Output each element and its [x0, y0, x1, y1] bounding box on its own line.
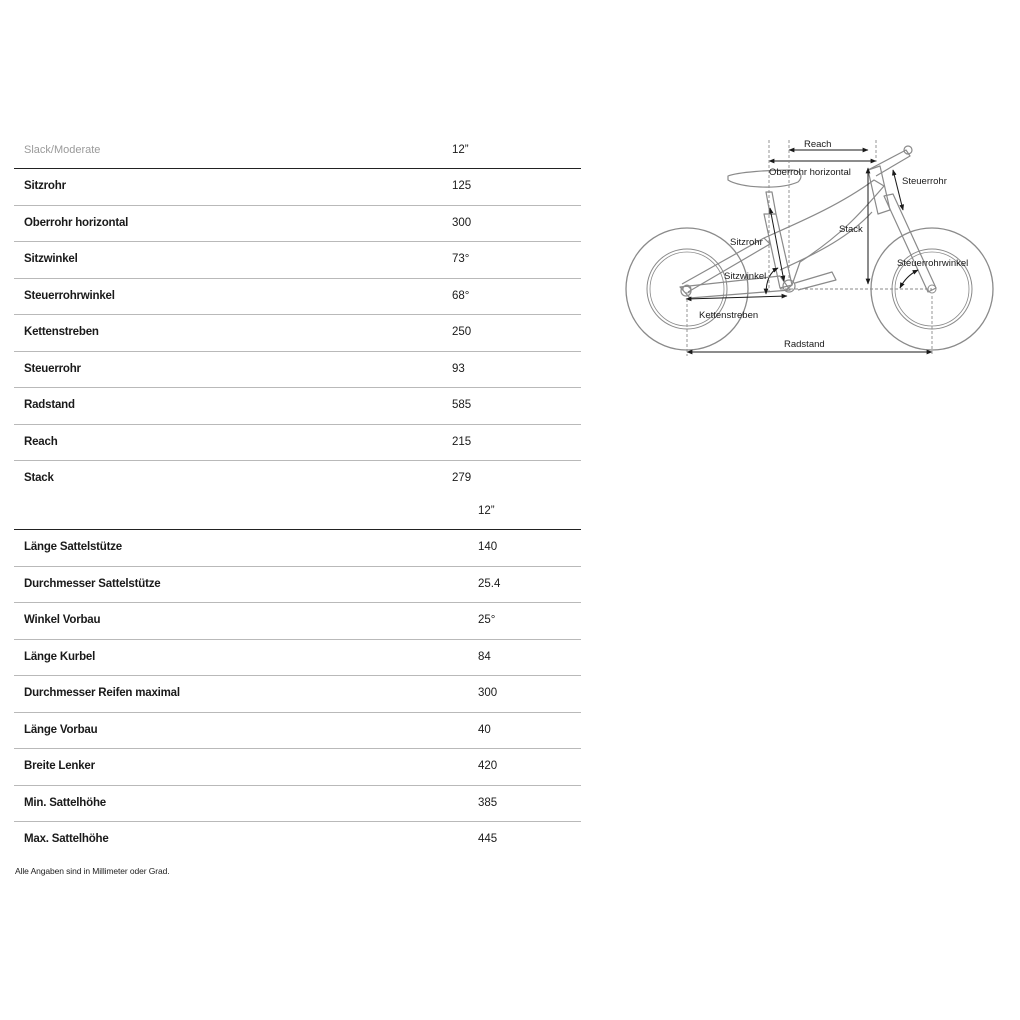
bike-geometry-svg: [620, 130, 1000, 370]
table-row: [14, 603, 581, 640]
row-label: Reach: [24, 435, 58, 448]
table-row: [14, 640, 581, 677]
row-label: Sitzwinkel: [24, 253, 78, 265]
row-value: 250: [452, 326, 472, 338]
row-label: Winkel Vorbau: [24, 614, 101, 626]
row-value: 385: [478, 796, 498, 809]
table-row: [14, 169, 581, 206]
row-value: 215: [452, 435, 472, 448]
row-label: Stack: [24, 472, 54, 484]
row-value: 68°: [452, 289, 470, 302]
label-head-angle: Steuerrohrwinkel: [897, 258, 969, 269]
table-row: [14, 242, 581, 279]
row-label: Min. Sattelhöhe: [24, 796, 106, 809]
row-value: 25°: [478, 614, 496, 626]
label-stack: Stack: [839, 224, 863, 235]
row-value: 279: [452, 472, 472, 484]
row-value: 585: [452, 399, 472, 411]
row-label: Sitzrohr: [24, 180, 66, 192]
component-table: [14, 501, 581, 858]
label-seat-angle: Sitzwinkel: [724, 271, 767, 282]
row-value: 125: [452, 180, 472, 192]
label-reach: Reach: [804, 139, 832, 150]
table-row: [14, 530, 581, 567]
component-size-header: 12”: [478, 505, 495, 517]
table-row: [14, 786, 581, 823]
row-label: Durchmesser Sattelstütze: [24, 577, 161, 590]
row-value: 300: [478, 687, 498, 699]
label-top-tube: Oberrohr horizontal: [769, 167, 851, 178]
label-seat-tube: Sitzrohr: [730, 237, 763, 248]
table-row: [14, 352, 581, 389]
geometry-table: [14, 140, 581, 497]
label-wheelbase: Radstand: [784, 339, 825, 350]
row-label: Kettenstreben: [24, 326, 99, 338]
row-value: 445: [478, 833, 498, 845]
row-value: 300: [452, 216, 472, 229]
table-row: [14, 822, 581, 858]
table-row: [14, 315, 581, 352]
row-value: 73°: [452, 253, 470, 265]
table-row: [14, 206, 581, 243]
row-label: Länge Sattelstütze: [24, 541, 123, 553]
row-value: 84: [478, 650, 491, 663]
table-row: [14, 713, 581, 750]
table-row: [14, 461, 581, 497]
row-value: 25.4: [478, 577, 501, 590]
row-value: 140: [478, 541, 498, 553]
row-label: Durchmesser Reifen maximal: [24, 687, 180, 699]
table-row: [14, 567, 581, 604]
bike-geometry-diagram: [620, 130, 1000, 370]
row-value: 93: [452, 362, 465, 375]
geometry-table-header: [14, 140, 581, 169]
table-row: [14, 676, 581, 713]
table-row: [14, 749, 581, 786]
row-label: Länge Vorbau: [24, 723, 98, 736]
row-label: Länge Kurbel: [24, 650, 96, 663]
table-row: [14, 388, 581, 425]
table-row: [14, 279, 581, 316]
row-label: Steuerrohr: [24, 362, 81, 375]
row-value: 420: [478, 760, 498, 772]
dimension-lines: [686, 150, 932, 352]
row-label: Oberrohr horizontal: [24, 216, 129, 229]
table-row: [14, 425, 581, 462]
label-chainstay: Kettenstreben: [699, 310, 759, 321]
row-label: Steuerrohrwinkel: [24, 289, 115, 302]
component-table-header: [14, 501, 581, 530]
label-head-tube: Steuerrohr: [902, 176, 947, 187]
row-label: Radstand: [24, 399, 75, 411]
row-label: Breite Lenker: [24, 760, 95, 772]
row-label: Max. Sattelhöhe: [24, 833, 109, 845]
geometry-size-header: 12”: [452, 144, 469, 156]
geometry-header-label: Slack/Moderate: [24, 144, 101, 156]
row-value: 40: [478, 723, 491, 736]
footnote: Alle Angaben sind in Millimeter oder Grad.: [15, 866, 170, 876]
